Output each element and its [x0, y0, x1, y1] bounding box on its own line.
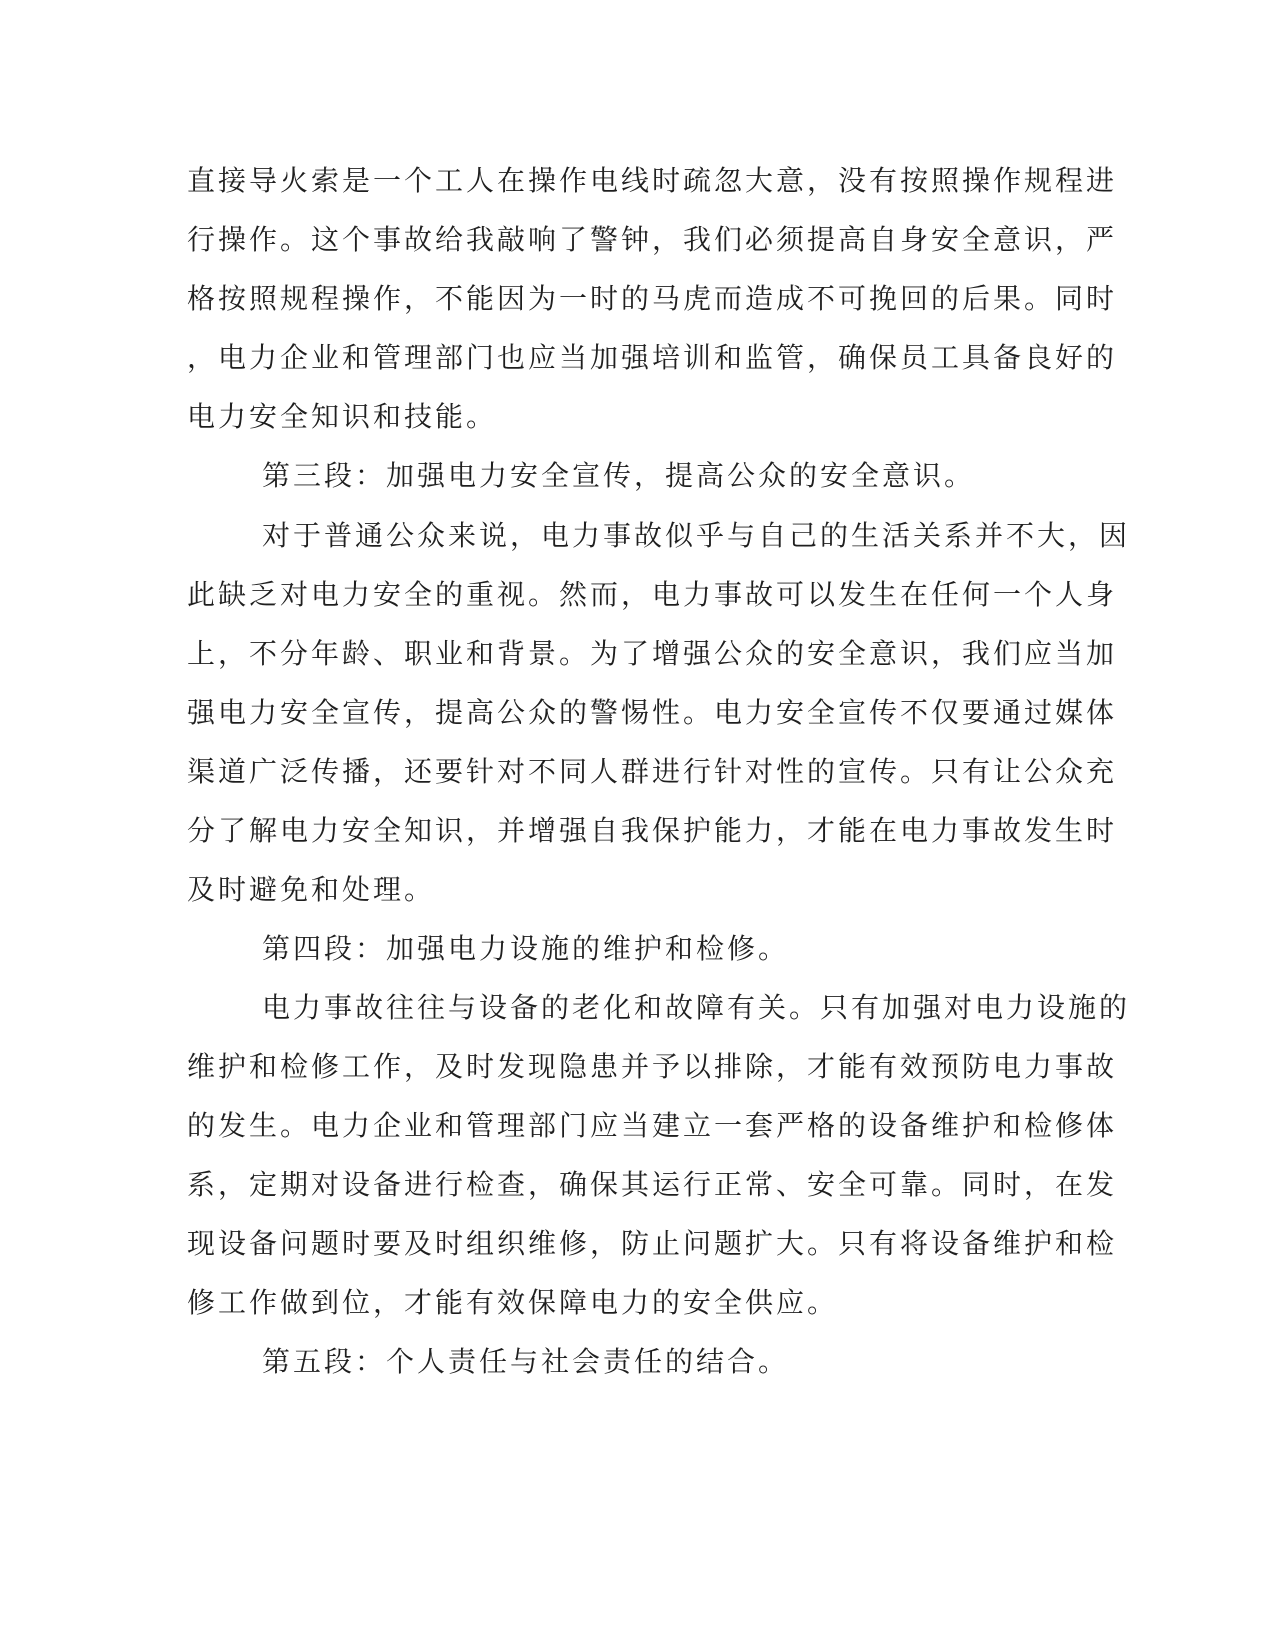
text-line: 格按照规程操作，不能因为一时的马虎而造成不可挽回的后果。同时	[187, 282, 1118, 315]
text-line: 电力事故往往与设备的老化和故障有关。只有加强对电力设施的	[262, 991, 1131, 1024]
section-heading-5: 第五段：个人责任与社会责任的结合。	[262, 1345, 790, 1378]
section-heading-4: 第四段：加强电力设施的维护和检修。	[262, 932, 790, 965]
text-line: ，电力企业和管理部门也应当加强培训和监管，确保员工具备良好的	[187, 341, 1118, 374]
text-line: 对于普通公众来说，电力事故似乎与自己的生活关系并不大，因	[262, 519, 1131, 552]
text-line: 修工作做到位，才能有效保障电力的安全供应。	[187, 1286, 839, 1319]
text-line: 的发生。电力企业和管理部门应当建立一套严格的设备维护和检修体	[187, 1109, 1118, 1142]
text-line: 现设备问题时要及时组织维修，防止问题扩大。只有将设备维护和检	[187, 1227, 1118, 1260]
text-line: 电力安全知识和技能。	[187, 400, 498, 433]
text-line: 此缺乏对电力安全的重视。然而，电力事故可以发生在任何一个人身	[187, 578, 1118, 611]
text-line: 强电力安全宣传，提高公众的警惕性。电力安全宣传不仅要通过媒体	[187, 696, 1118, 729]
text-line: 系，定期对设备进行检查，确保其运行正常、安全可靠。同时，在发	[187, 1168, 1118, 1201]
text-line: 直接导火索是一个工人在操作电线时疏忽大意，没有按照操作规程进	[187, 164, 1118, 197]
text-line: 上，不分年龄、职业和背景。为了增强公众的安全意识，我们应当加	[187, 637, 1118, 670]
section-heading-3: 第三段：加强电力安全宣传，提高公众的安全意识。	[262, 459, 976, 492]
text-line: 及时避免和处理。	[187, 873, 436, 906]
text-line: 分了解电力安全知识，并增强自我保护能力，才能在电力事故发生时	[187, 814, 1118, 847]
text-line: 维护和检修工作，及时发现隐患并予以排除，才能有效预防电力事故	[187, 1050, 1118, 1083]
text-line: 渠道广泛传播，还要针对不同人群进行针对性的宣传。只有让公众充	[187, 755, 1118, 788]
text-line: 行操作。这个事故给我敲响了警钟，我们必须提高自身安全意识，严	[187, 223, 1118, 256]
